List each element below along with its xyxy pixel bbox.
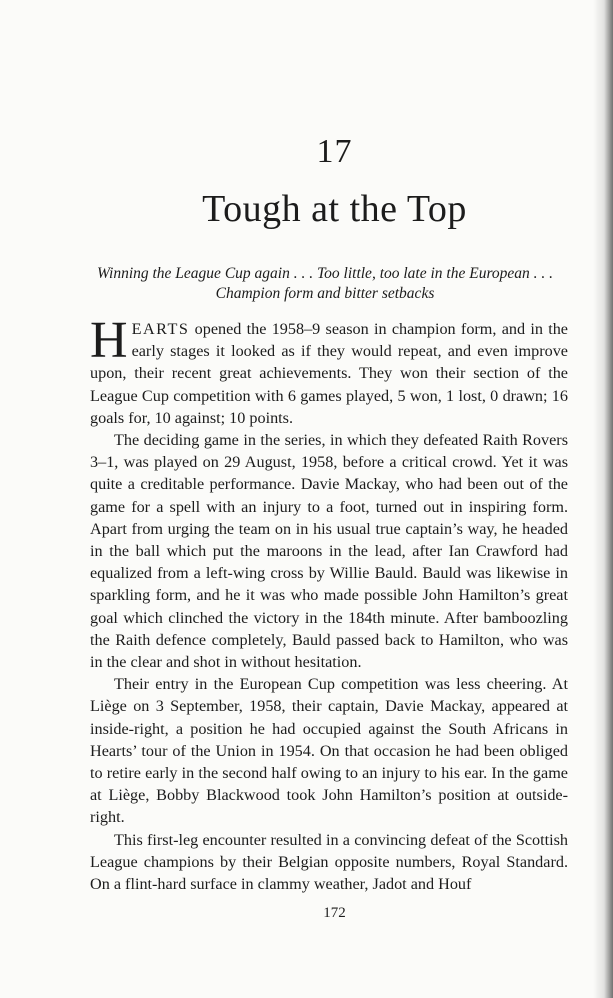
paragraph-4: This first-leg encounter resulted in a convincing defeat of the Scottish League champions by their Belgian opposite numbers, Royal Standard. On a flint-hard surface in clammy weather, Jadot and Houf xyxy=(90,830,568,894)
page-number: 172 xyxy=(323,905,346,921)
paragraph-1 xyxy=(90,312,568,429)
chapter-body xyxy=(90,312,568,895)
drop-cap: H xyxy=(90,312,128,369)
paragraph-1-text: opened the 1958–9 season in champion form, and in the early stages it looked as if they would repeat, and even improve upon, their recent great achievements. They won their section of the League Cup competition with 6 games played, 5 won, 1 lost, 0 drawn; 16 goals for, 10 against; 10 points. xyxy=(90,320,568,427)
chapter-number: 17 xyxy=(316,133,353,170)
paragraph-3: Their entry in the European Cup competition was less cheering. At Liège on 3 September, 1958, their captain, Davie Mackay, appeared at inside-right, a position he had occupied against the South Africans in Hearts’ tour of the Union in 1954. On that occasion he had been obliged to retire early in the second half owing to an injury to his ear. In the game at Liège, Bobby Blackwood took John Hamilton’s position at outside-right. xyxy=(90,675,568,827)
chapter-synopsis: Winning the League Cup again . . . Too little, too late in the European . . . Champion form and bitter setbacks xyxy=(96,265,554,302)
opening-smallcaps: EARTS xyxy=(131,320,190,338)
chapter-title: Tough at the Top xyxy=(202,188,467,230)
paragraph-2: The deciding game in the series, in which they defeated Raith Rovers 3–1, was played on 29 August, 1958, before a critical crowd. Yet it was quite a creditable performance. Davie Mackay, who had been out of the game for a spell with an injury to a foot, turned out in inspiring form. Apart from urging the team on in his usual true captain’s way, he headed in the ball which put the maroons in the lead, after Ian Crawford had equalized from a left-wing cross by Willie Bauld. Bauld was likewise in sparkling form, and he it was who made possible John Hamilton’s great goal which clinched the victory in the 184th minute. After bamboozling the Raith defence completely, Bauld passed back to Hamilton, who was in the clear and shot in without hesitation. xyxy=(90,431,568,672)
